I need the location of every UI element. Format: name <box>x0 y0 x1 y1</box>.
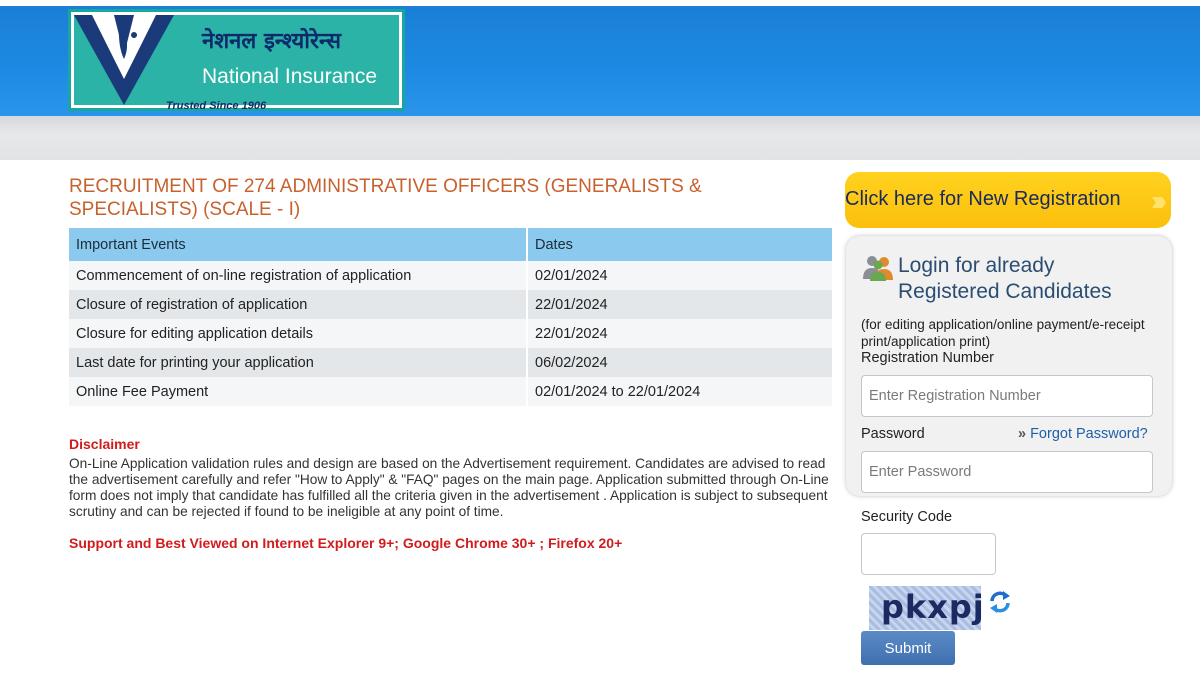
registration-number-input[interactable] <box>861 375 1153 417</box>
login-title: Login for already Registered Candidates <box>898 254 1112 303</box>
browser-support-note: Support and Best Viewed on Internet Explorer 9+; Google Chrome 30+ ; Firefox 20+ <box>69 535 623 551</box>
captcha-image <box>869 586 985 630</box>
event-cell: Online Fee Payment <box>69 377 527 406</box>
disclaimer-text: On-Line Application validation rules and design are based on the Advertisement requirement. Candidates are advised to read the advertisement carefully and refer "How to Apply" & "FAQ" pages on the main page. Application submitted through On-Line form does not imply that candidate has fulfilled all the criteria given in the advertisement . Application is subject to subsequent scrutiny and can be rejected if found to be ineligible at any point of time. <box>69 456 829 519</box>
new-registration-label: Click here for New Registration <box>845 188 1121 210</box>
login-note: (for editing application/online payment/e-receipt print/application print) <box>861 317 1145 349</box>
forgot-password-label: Forgot Password? <box>1030 426 1148 442</box>
logo-english-text: National Insurance <box>202 65 378 88</box>
security-code-input[interactable] <box>861 533 996 575</box>
new-registration-button[interactable] <box>845 172 1171 228</box>
date-cell: 02/01/2024 to 22/01/2024 <box>527 377 833 406</box>
users-icon <box>862 253 894 281</box>
double-chevron-right-icon: ››› <box>1151 185 1161 216</box>
table-row <box>69 261 833 290</box>
date-cell: 22/01/2024 <box>527 319 833 348</box>
security-code-label: Security Code <box>861 509 953 525</box>
date-cell: 06/02/2024 <box>527 348 833 377</box>
event-cell: Commencement of on-line registration of application <box>69 261 527 290</box>
table-header-row <box>69 228 833 261</box>
event-cell: Closure for editing application details <box>69 319 527 348</box>
submit-button[interactable]: Submit <box>861 631 955 665</box>
table-row <box>69 377 833 406</box>
password-label: Password <box>861 426 925 442</box>
nav-bar <box>0 116 1200 160</box>
refresh-icon[interactable] <box>988 590 1012 614</box>
table-row <box>69 290 833 319</box>
double-chevron-right-icon: » <box>1018 426 1027 442</box>
forgot-password-link[interactable] <box>1018 426 1148 442</box>
logo-tagline: Trusted Since 1906 <box>166 100 267 112</box>
events-table <box>69 228 834 406</box>
column-header-dates: Dates <box>527 228 833 261</box>
date-cell: 22/01/2024 <box>527 290 833 319</box>
event-cell: Last date for printing your application <box>69 348 527 377</box>
date-cell: 02/01/2024 <box>527 261 833 290</box>
disclaimer-title: Disclaimer <box>69 436 140 452</box>
page-title: RECRUITMENT OF 274 ADMINISTRATIVE OFFICERS (GENERALISTS & SPECIALISTS) (SCALE - I) <box>69 176 702 220</box>
table-row <box>69 319 833 348</box>
registration-number-label: Registration Number <box>861 350 994 366</box>
event-cell: Closure of registration of application <box>69 290 527 319</box>
table-row <box>69 348 833 377</box>
captcha-text: pkxpj <box>881 588 985 626</box>
password-input[interactable] <box>861 451 1153 493</box>
logo[interactable] <box>68 9 405 111</box>
column-header-events: Important Events <box>69 228 527 261</box>
logo-hindi-text: नेशनल इन्श्योरेन्स <box>202 29 341 54</box>
logo-background <box>74 15 399 105</box>
